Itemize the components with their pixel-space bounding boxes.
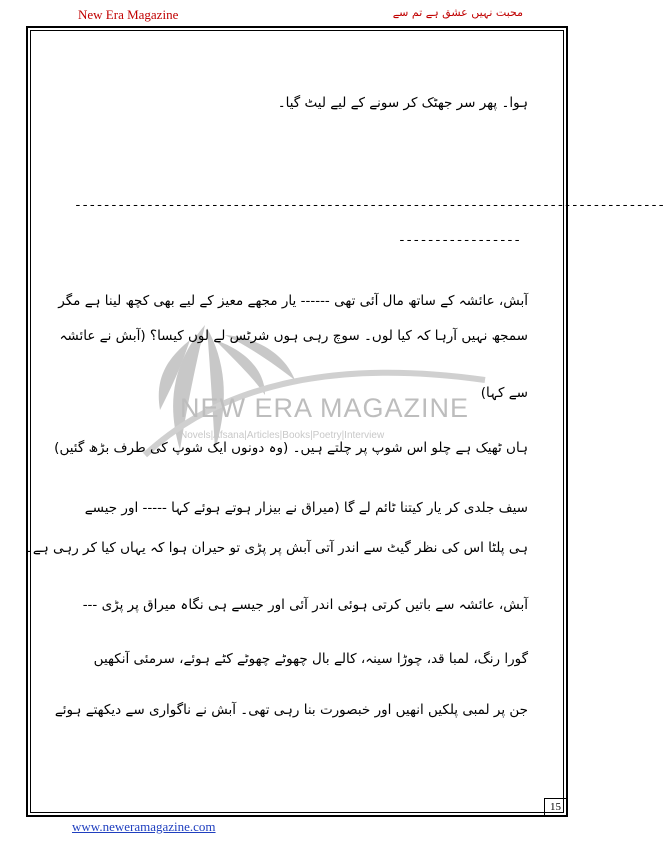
magazine-name: New Era Magazine <box>78 7 179 22</box>
body-line-4: سے کہا) <box>480 385 528 401</box>
separator-short: ----------------- <box>398 233 521 248</box>
page-number: 15 <box>544 798 566 815</box>
body-line-10: جن پر لمبی پلکیں انھیں اور خبصورت بنا رہی تھی۔ آبش نے ناگواری سے دیکھتے ہوئے <box>54 702 528 718</box>
novel-title: محبت نہیں عشق ہے تم سے <box>392 6 523 19</box>
footer-link[interactable]: www.neweramagazine.com <box>72 819 216 834</box>
watermark-title: NEW ERA MAGAZINE <box>180 393 470 423</box>
body-line-8: آبش، عائشہ سے باتیں کرتی ہوئی اندر آئی اور جیسے ہی نگاہ میراق پر پڑی --- <box>82 597 528 613</box>
body-line-1: ہوا۔ پھر سر جھٹک کر سونے کے لیے لیٹ گیا۔ <box>277 95 528 111</box>
body-line-9: گورا رنگ، لمبا قد، چوڑا سینہ، کالے بال چھوٹے چھوٹے کٹے ہوئے، سرمئی آنکھیں <box>93 651 528 667</box>
body-line-7: ہی پلٹا اس کی نظر گیٹ سے اندر آتی آبش پر پڑی تو حیران ہوا کہ یہاں کیا کر رہی ہے۔ <box>25 540 528 556</box>
body-line-5: ہاں ٹھیک ہے چلو اس شوپ پر چلتے ہیں۔ (وہ دونوں ایک شوپ کی طرف بڑھ گئیں) <box>54 440 528 456</box>
body-line-3: سمجھ نہیں آرہا کہ کیا لوں۔ سوچ رہی ہوں شرٹس لے لوں کیسا؟ (آبش نے عائشہ <box>59 328 528 344</box>
watermark-subtitle: Novels|Afsana|Articles|Books|Poetry|Interview <box>180 430 385 441</box>
body-line-2: آبش، عائشہ کے ساتھ مال آئی تھی ------ یار مجھے معیز کے لیے بھی کچھ لینا ہے مگر <box>58 293 528 309</box>
separator-long: ---------------------------------------------------------------------------------- <box>74 198 665 213</box>
body-line-6: سیف جلدی کر یار کیتنا ٹائم لے گا (میراق نے بیزار ہوتے ہوئے کہا ----- اور جیسے <box>84 500 528 516</box>
